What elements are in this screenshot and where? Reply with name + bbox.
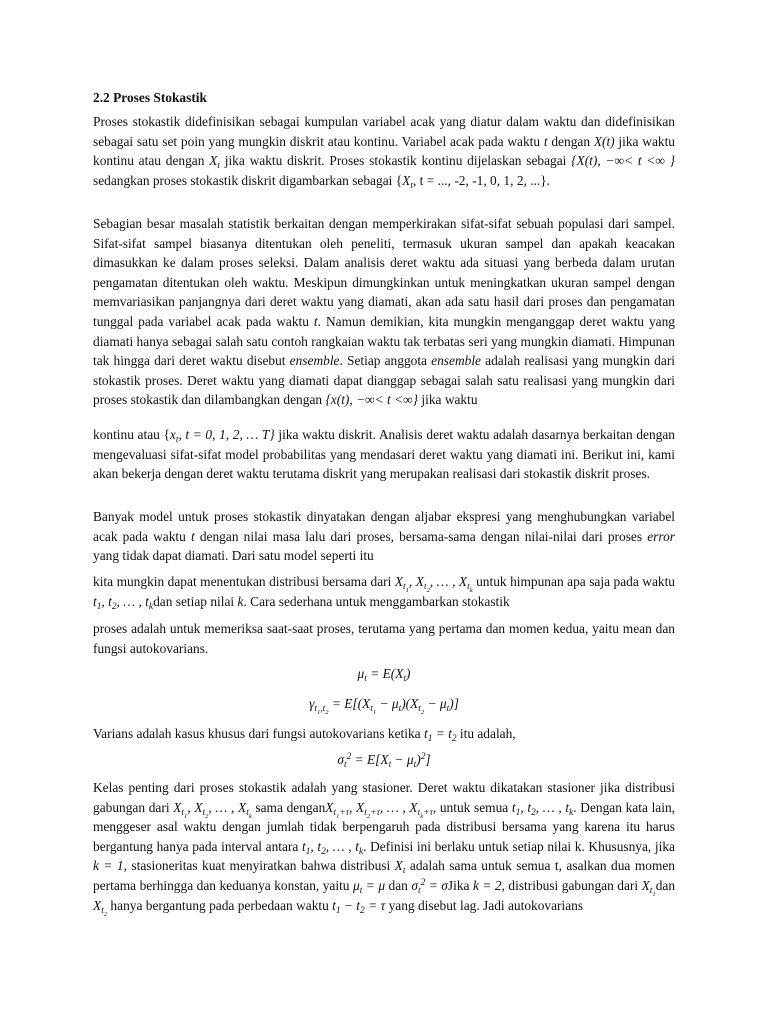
paragraph-8: Kelas penting dari proses stokastik adalah yang stasioner. Deret waktu dikatakan stasioner jika distribusi gabungan dari $X_{t_1}$, $X_{t_2}$, … , $X_{t_k}$ sama denganX$_{t_1+\tau}$, $X_{t_2+\tau}$, … , $X_{t_k+\tau}$, untuk semua $t_1$, $t_2$, … , $t_k$. Dengan kata lain, menggeser asal waktu dengan jumlah tidak berpengaruh pada distribusi bersama yang karena itu harus bergantung hanya pada interval antara $t_1$, $t_2$, … , $t_k$. Definisi ini berlaku untuk setiap nilai k. Khususnya, jika k = 1, stasioneritas kuat menyiratkan bahwa distribusi $X_t$ adalah sama untuk semua t, asalkan dua momen pertama berhingga dan keduanya konstan, yaitu $\mu_t = \mu$ dan $\sigma_t^2$ = σJika k = 2, distribusi gabungan dari $X_{t_1}dan$ $X_{t_2}$ hanya bergantung pada perbedaan waktu $t_1 - t_2 = \tau$ yang disebut lag. Jadi autokovarians [93,780,676,918]
equation-autocovariance: $\gamma_{t_1,t_2} = E[(X_{t_1} - \mu_t)(X_{t_2} - \mu_t)]$ [309,696,459,716]
equation-variance: $\sigma_t^2 = E[X_t - \mu_t)^2$] [337,752,431,770]
paragraph-6: proses adalah untuk memeriksa saat-saat proses, terutama yang pertama dan momen kedua, yaitu mean dan fungsi autokovarians. [93,621,675,656]
paragraph-2: Sebagian besar masalah statistik berkaitan dengan memperkirakan sifat-sifat sebuah populasi dari sampel. Sifat-sifat sampel biasanya ditentukan oleh peneliti, termasuk ukuran sampel dan apakah keacakan dimasukkan ke dalam proses seleksi. Dalam analisis deret waktu ada situasi yang berbeda dalam urutan pengamatan ditentukan oleh waktu. Meskipun dimungkinkan untuk meningkatkan ukuran sampel dengan memvariasikan panjangnya dari deret waktu yang diamati, akan ada satu hasil dari proses dan pengamatan tunggal pada variabel acak pada waktu t. Namun demikian, kita mungkin menganggap deret waktu yang diamati hanya sebagai salah satu contoh rangkaian waktu tak terbatas seri yang mungkin diamati. Himpunan tak hingga dari deret waktu disebut ensemble. Setiap anggota ensemble adalah realisasi yang mungkin dari stokastik proses. Deret waktu yang diamati dapat dianggap sebagai salah satu realisasi yang mungkin dari proses stokastik dan dilambangkan dengan {x(t), −∞< t <∞} jika waktu [93,216,675,408]
paragraph-7: Varians adalah kasus khusus dari fungsi autokovarians ketika $t_1 = t_2$ itu adalah, [93,726,516,744]
paragraph-4: Banyak model untuk proses stokastik dinyatakan dengan aljabar ekspresi yang menghubungkan variabel acak pada waktu t dengan nilai masa lalu dari proses, bersama-sama dengan nilai-nilai dari proses error yang tidak dapat diamati. Dari satu model seperti itu [93,509,675,564]
section-heading: 2.2 Proses Stokastik [93,90,207,105]
equation-mean: $\mu_t = E(X_t)$ [357,666,411,684]
paragraph-3: kontinu atau {$x_t$, t = 0, 1, 2, … T} jika waktu diskrit. Analisis deret waktu adalah dasarnya berkaitan dengan mengevaluasi sifat-sifat model probabilitas yang mendasari deret waktu yang diamati ini. Berikut ini, kami akan bekerja dengan deret waktu terutama diskrit yang merupakan realisasi dari stokastik diskrit proses. [93,427,675,482]
paragraph-5: kita mungkin dapat menentukan distribusi bersama dari $X_{t_1}$, $X_{t_2}$, … , $X_{t_k}$ untuk himpunan apa saja pada waktu $t_1$, $t_2$, … , $t_kdan$ setiap nilai k. Cara sederhana untuk menggambarkan stokastik [93,574,676,612]
paragraph-1: Proses stokastik didefinisikan sebagai kumpulan variabel acak yang diatur dalam waktu dan didefinisikan sebagai satu set poin yang mungkin diskrit atau kontinu. Variabel acak pada waktu t dengan X(t) jika waktu kontinu atau dengan $X_t$ jika waktu diskrit. Proses stokastik kontinu dijelaskan sebagai {X(t), −∞< t <∞ } sedangkan proses stokastik diskrit digambarkan sebagai {$X_t$, t = ..., -2, -1, 0, 1, 2, ...}. [93,114,675,191]
